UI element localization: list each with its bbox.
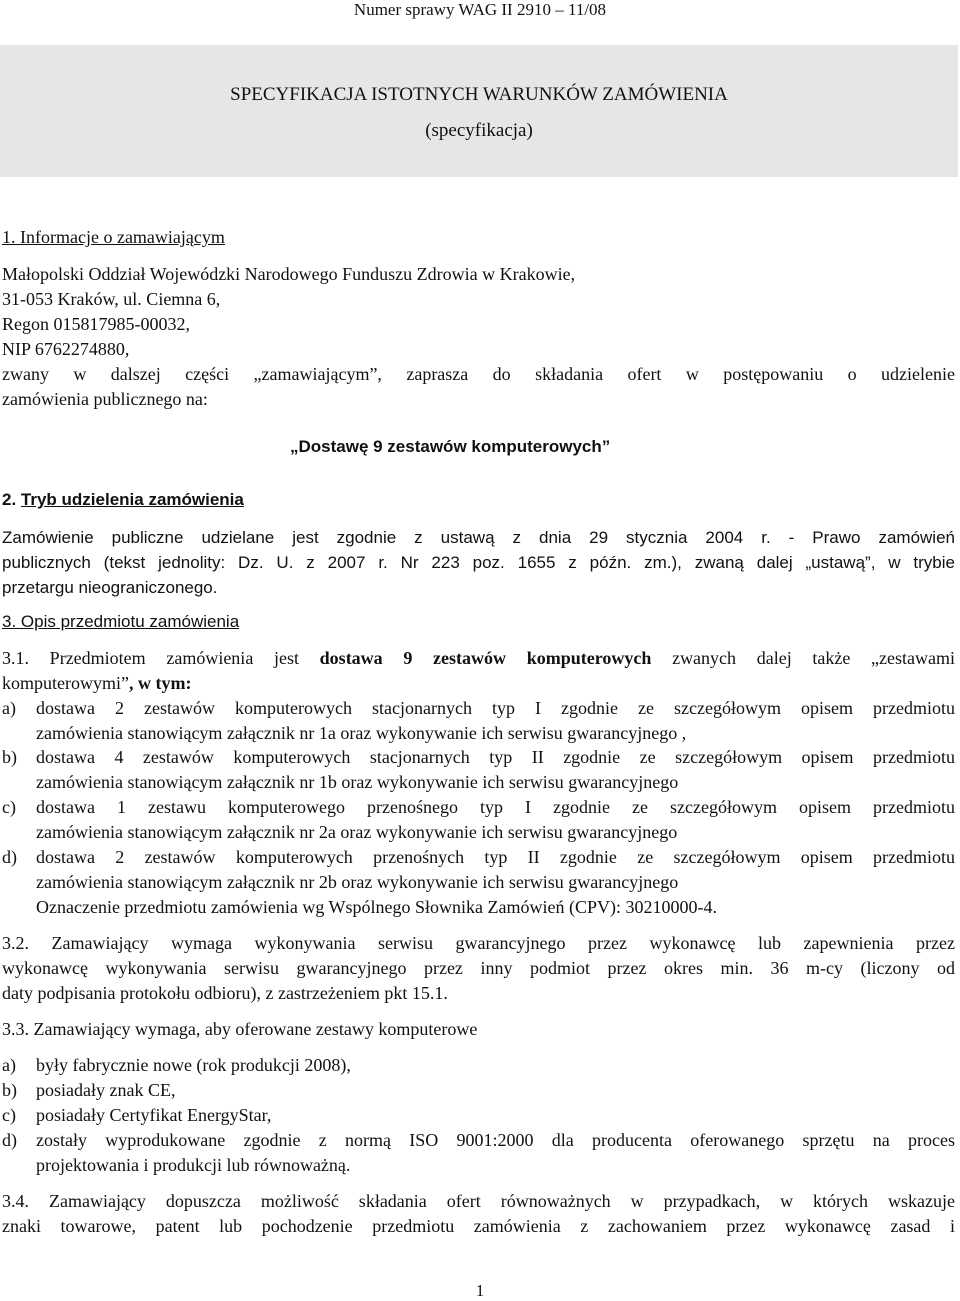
text-line: publicznych (tekst jednolity: Dz. U. z 2007 r. Nr 223 poz. 1655 z późn. zm.), zwaną dalej „ustawą”, w trybie	[2, 553, 955, 572]
list-item: zamówienia stanowiącym załącznik nr 1b oraz wykonywanie ich serwisu gwarancyjnego	[36, 772, 679, 792]
text-line: daty podpisania protokołu odbioru), z zastrzeżeniem pkt 15.1.	[2, 983, 448, 1003]
cpv-code: Oznaczenie przedmiotu zamówienia wg Wspólnego Słownika Zamówień (CPV): 30210000-4.	[36, 897, 718, 917]
list-item: posiadały znak CE,	[36, 1080, 176, 1100]
list-item: zamówienia stanowiącym załącznik nr 1a oraz wykonywanie ich serwisu gwarancyjnego ,	[36, 723, 687, 743]
list-item: zostały wyprodukowane zgodnie z normą ISO 9001:2000 dla producenta oferowanego sprzętu na proces	[36, 1130, 955, 1150]
paragraph-3-1-line-1	[2, 646, 955, 671]
list-label: d)	[2, 847, 17, 867]
list-item: zamówienia stanowiącym załącznik nr 2a oraz wykonywanie ich serwisu gwarancyjnego	[36, 822, 678, 842]
list-item: dostawa 4 zestawów komputerowych stacjonarnych typ II zgodnie ze szczegółowym opisem przedmiotu	[36, 747, 955, 767]
list-item: posiadały Certyfikat EnergyStar,	[36, 1105, 272, 1125]
document-title: SPECYFIKACJA ISTOTNYCH WARUNKÓW ZAMÓWIENIA	[230, 84, 728, 105]
list-label: b)	[2, 1080, 17, 1100]
list-label: c)	[2, 797, 16, 817]
page-number: 1	[475, 1281, 485, 1300]
paragraph-3-1-line-2	[2, 671, 191, 696]
text-line: NIP 6762274880,	[2, 339, 130, 359]
p31-text: komputerowymi”	[2, 673, 129, 693]
section-2-title: Tryb udzielenia zamówienia	[20, 490, 244, 509]
section-1-heading: 1. Informacje o zamawiającym	[2, 227, 225, 247]
section-2-number: 2.	[2, 490, 21, 509]
text-line: 3.4. Zamawiający dopuszcza możliwość składania ofert równoważnych w przypadkach, w których wskazuje	[2, 1191, 955, 1211]
contract-subject: „Dostawę 9 zestawów komputerowych”	[290, 437, 611, 456]
text-line: zwany w dalszej części „zamawiającym”, zaprasza do składania ofert w postępowaniu o udzielenie	[2, 364, 955, 384]
list-item: dostawa 2 zestawów komputerowych przenośnych typ II zgodnie ze szczegółowym opisem przedmiotu	[36, 847, 955, 867]
text-line: Zamówienie publiczne udzielane jest zgodnie z ustawą z dnia 29 stycznia 2004 r. - Prawo zamówień	[2, 528, 955, 547]
list-item: projektowania i produkcji lub równoważną.	[36, 1155, 351, 1175]
list-label: c)	[2, 1105, 16, 1125]
text-line: Małopolski Oddział Wojewódzki Narodowego Funduszu Zdrowia w Krakowie,	[2, 264, 576, 284]
text-line: 31-053 Kraków, ul. Ciemna 6,	[2, 289, 221, 309]
text-line: przetargu nieograniczonego.	[2, 578, 218, 597]
list-item: dostawa 1 zestawu komputerowego przenośnego typ I zgodnie ze szczegółowym opisem przedmiotu	[36, 797, 955, 817]
case-number-header: Numer sprawy WAG II 2910 – 11/08	[353, 0, 607, 19]
document-subtitle: (specyfikacja)	[425, 120, 533, 141]
text-line: wykonawcę wykonywania serwisu gwarancyjnego przez inny podmiot przez okres min. 36 m-cy (liczony od	[2, 958, 955, 978]
p31-text: zwanych dalej także „zestawami	[651, 648, 955, 668]
section-3-heading: 3. Opis przedmiotu zamówienia	[2, 612, 240, 631]
text-line: znaki towarowe, patent lub pochodzenie przedmiotu zamówienia z zachowaniem przez wykonawcę zasad i	[2, 1216, 955, 1236]
text-line: Regon 015817985-00032,	[2, 314, 190, 334]
section-2-heading	[2, 487, 244, 512]
text-line: 3.2. Zamawiający wymaga wykonywania serwisu gwarancyjnego przez wykonawcę lub zapewnienia przez	[2, 933, 955, 953]
p31-text: 3.1. Przedmiotem zamówienia jest	[2, 648, 320, 668]
text-line: zamówienia publicznego na:	[2, 389, 208, 409]
list-item: były fabrycznie nowe (rok produkcji 2008),	[36, 1055, 351, 1075]
list-item: dostawa 2 zestawów komputerowych stacjonarnych typ I zgodnie ze szczegółowym opisem przedmiotu	[36, 698, 955, 718]
list-label: a)	[2, 1055, 16, 1075]
list-label: b)	[2, 747, 17, 767]
list-label: a)	[2, 698, 16, 718]
section-2-heading-text	[2, 490, 244, 509]
list-label: d)	[2, 1130, 17, 1150]
p31-bold-text: , w tym:	[128, 673, 192, 693]
p31-bold-subject: dostawa 9 zestawów komputerowych	[319, 648, 652, 668]
text-line: 3.3. Zamawiający wymaga, aby oferowane zestawy komputerowe	[2, 1019, 478, 1039]
title-band	[0, 45, 958, 177]
list-item: zamówienia stanowiącym załącznik nr 2b oraz wykonywanie ich serwisu gwarancyjnego	[36, 872, 679, 892]
